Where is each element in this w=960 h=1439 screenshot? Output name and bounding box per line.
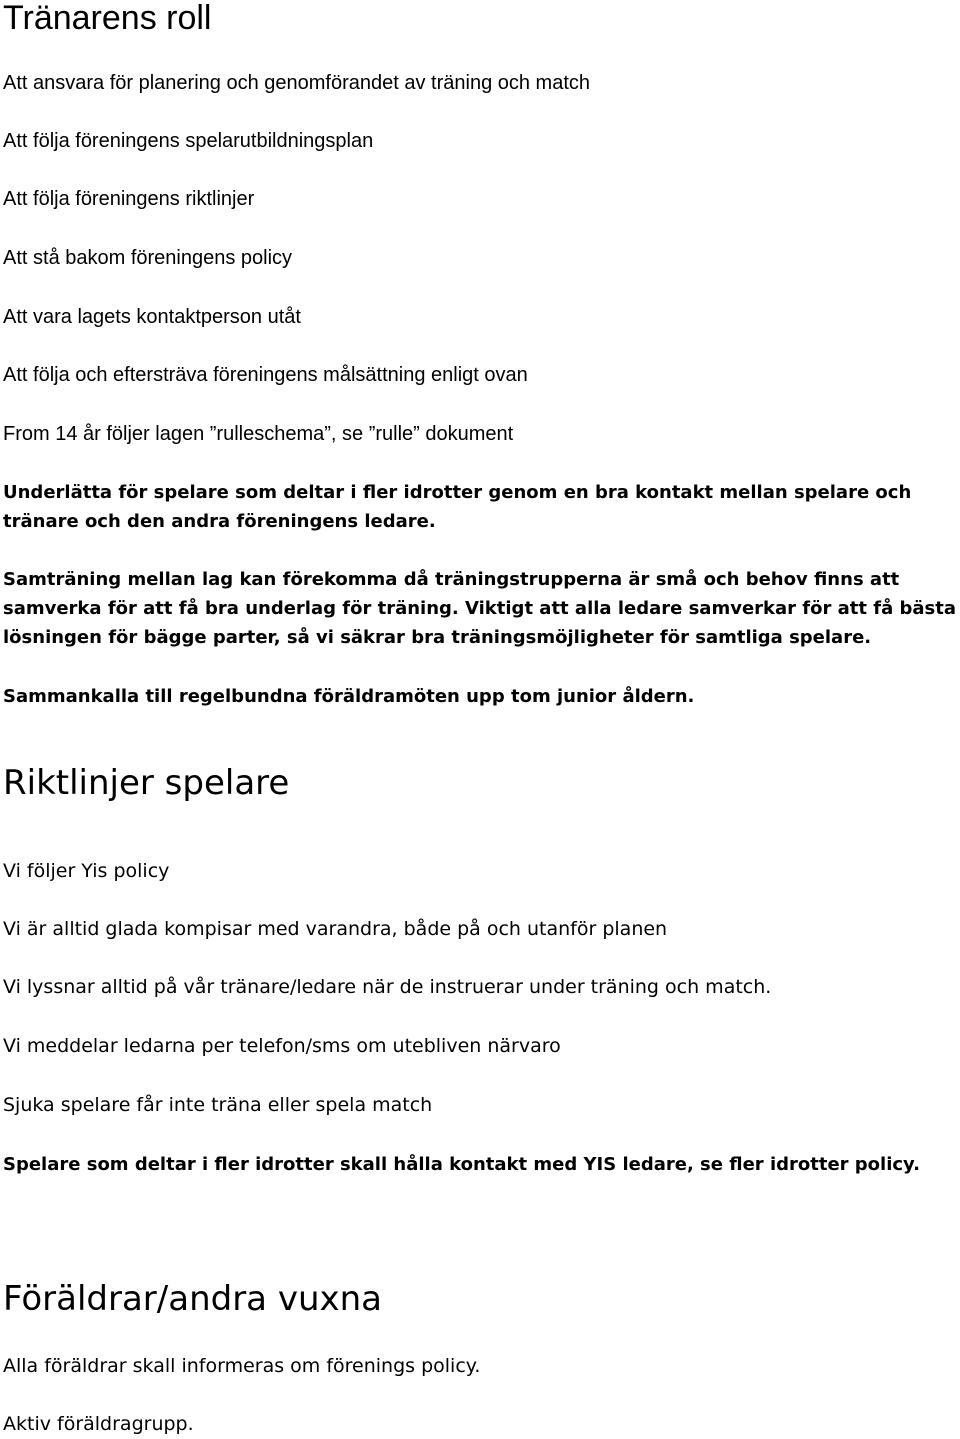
player-item: Vi lyssnar alltid på vår tränare/ledare när de instruerar under träning och match. <box>3 976 772 998</box>
trainer-item: Att vara lagets kontaktperson utåt <box>3 306 301 328</box>
trainer-item: Att stå bakom föreningens policy <box>3 247 293 269</box>
trainer-bold-item: Samträning mellan lag kan förekomma då träningstrupperna är små och behov finns att samverka för att få bra underlag för träning. Viktigt att alla ledare samverkar för att få bästa lösningen för bägge parter, så vi säkrar bra träningsmöjligheter för samtliga spelare. <box>3 569 956 648</box>
heading-parents: Föräldrar/andra vuxna <box>3 1279 382 1319</box>
trainer-item: Att ansvara för planering och genomförandet av träning och match <box>3 72 591 94</box>
player-item: Vi följer Yis policy <box>3 860 170 882</box>
parent-item: Aktiv föräldragrupp. <box>3 1413 194 1435</box>
player-bold-item: Spelare som deltar i fler idrotter skall hålla kontakt med YIS ledare, se fler idrotter policy. <box>3 1154 920 1175</box>
trainer-item: Att följa föreningens spelarutbildningsplan <box>3 130 374 152</box>
player-item: Vi är alltid glada kompisar med varandra, både på och utanför planen <box>3 918 668 940</box>
trainer-bold-item: Underlätta för spelare som deltar i fler idrotter genom en bra kontakt mellan spelare och tränare och den andra föreningens ledare. <box>3 482 912 532</box>
heading-trainer-role: Tränarens roll <box>3 0 212 37</box>
trainer-item: Att följa och eftersträva föreningens målsättning enligt ovan <box>3 364 528 386</box>
parent-item: Alla föräldrar skall informeras om förenings policy. <box>3 1355 481 1377</box>
trainer-bold-item: Sammankalla till regelbundna föräldramöten upp tom junior åldern. <box>3 686 695 707</box>
heading-player-guidelines: Riktlinjer spelare <box>3 763 290 803</box>
trainer-item: Att följa föreningens riktlinjer <box>3 188 255 210</box>
trainer-item: From 14 år följer lagen ”rulleschema”, se ”rulle” dokument <box>3 423 514 445</box>
player-item: Vi meddelar ledarna per telefon/sms om utebliven närvaro <box>3 1035 561 1057</box>
player-item: Sjuka spelare får inte träna eller spela match <box>3 1094 433 1116</box>
